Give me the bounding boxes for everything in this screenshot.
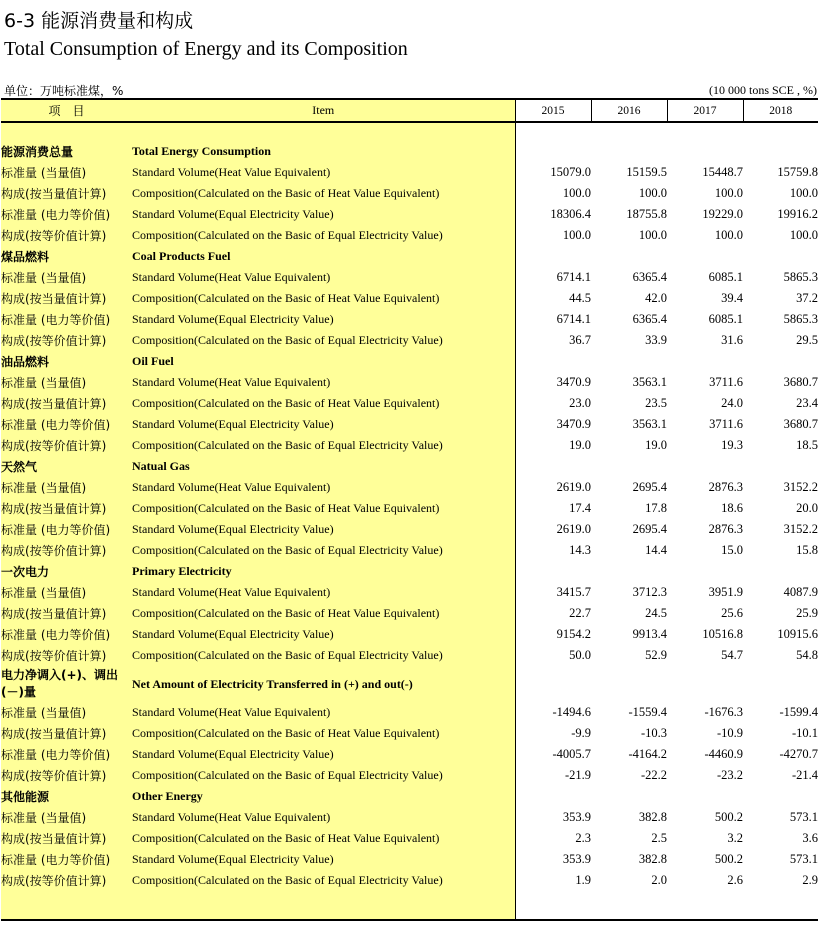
value-cell: -4270.7 xyxy=(779,747,818,761)
value-cell: -10.1 xyxy=(791,726,818,740)
value-cell: 500.2 xyxy=(714,852,743,866)
row-label-cn: 标准量 (电力等价值) xyxy=(1,744,132,765)
header-year: 2017 xyxy=(667,99,743,122)
value-cell: -1494.6 xyxy=(515,702,591,723)
value-cell xyxy=(515,246,591,267)
value-cell xyxy=(515,351,591,372)
table-row xyxy=(1,204,818,225)
row-label-cn: 构成(按等价值计算) xyxy=(1,765,132,786)
value-cell: -1559.4 xyxy=(628,705,667,719)
value-cell xyxy=(591,246,667,267)
value-cell: 6365.4 xyxy=(632,312,667,326)
value-cell xyxy=(591,666,667,702)
value-cell: 3680.7 xyxy=(783,417,818,431)
value-cell: 37.2 xyxy=(796,291,818,305)
category-label-en: Natual Gas xyxy=(132,456,515,477)
value-cell: 2.3 xyxy=(515,828,591,849)
table-row xyxy=(1,870,818,891)
table-row xyxy=(1,624,818,645)
value-cell: 31.6 xyxy=(721,333,743,347)
value-cell: 3563.1 xyxy=(632,375,667,389)
value-cell: 3711.6 xyxy=(709,417,743,431)
row-label-cn: 构成(按等价值计算) xyxy=(1,645,132,666)
row-label-en: Standard Volume(Heat Value Equivalent) xyxy=(132,582,515,603)
table-row xyxy=(1,765,818,786)
value-cell: 17.4 xyxy=(515,498,591,519)
value-cell: 500.2 xyxy=(714,810,743,824)
value-cell: 382.8 xyxy=(638,810,667,824)
value-cell: 44.5 xyxy=(515,288,591,309)
row-label-en: Composition(Calculated on the Basic of Heat Value Equivalent) xyxy=(132,183,515,204)
value-cell: 100.0 xyxy=(714,186,743,200)
value-cell xyxy=(515,786,591,807)
value-cell: 2876.3 xyxy=(708,480,743,494)
value-cell: 19.0 xyxy=(515,435,591,456)
row-label-cn: 构成(按等价值计算) xyxy=(1,540,132,561)
value-cell: 15759.8 xyxy=(777,165,818,179)
value-cell: 2695.4 xyxy=(632,522,667,536)
header-year: 2016 xyxy=(591,99,667,122)
value-cell xyxy=(591,786,667,807)
value-cell: -22.2 xyxy=(640,768,667,782)
category-label-en: Other Energy xyxy=(132,786,515,807)
value-cell: 573.1 xyxy=(789,810,818,824)
value-cell: 353.9 xyxy=(515,849,591,870)
value-cell xyxy=(667,666,743,702)
value-cell xyxy=(667,246,743,267)
table-row xyxy=(1,828,818,849)
row-label-en: Standard Volume(Heat Value Equivalent) xyxy=(132,372,515,393)
row-label-cn: 标准量 (当量值) xyxy=(1,702,132,723)
category-label-cn: 天然气 xyxy=(1,456,132,477)
table-row xyxy=(1,330,818,351)
value-cell: 25.9 xyxy=(796,606,818,620)
value-cell: 3563.1 xyxy=(632,417,667,431)
value-cell xyxy=(667,786,743,807)
row-label-en: Composition(Calculated on the Basic of Heat Value Equivalent) xyxy=(132,828,515,849)
row-label-en: Composition(Calculated on the Basic of Equal Electricity Value) xyxy=(132,330,515,351)
value-cell: 20.0 xyxy=(796,501,818,515)
value-cell: 15079.0 xyxy=(515,162,591,183)
category-label-en: Primary Electricity xyxy=(132,561,515,582)
value-cell: 14.4 xyxy=(645,543,667,557)
category-label-en: Net Amount of Electricity Transferred in (+) and out(-) xyxy=(132,666,515,702)
value-cell: 2876.3 xyxy=(708,522,743,536)
value-cell: 5865.3 xyxy=(783,270,818,284)
value-cell: 382.8 xyxy=(638,852,667,866)
category-row xyxy=(1,351,818,372)
row-label-cn: 标准量 (电力等价值) xyxy=(1,849,132,870)
value-cell: 1.9 xyxy=(515,870,591,891)
value-cell: 2.5 xyxy=(651,831,667,845)
value-cell: 100.0 xyxy=(515,183,591,204)
value-cell: 10516.8 xyxy=(702,627,743,641)
table-row xyxy=(1,498,818,519)
row-label-en: Standard Volume(Heat Value Equivalent) xyxy=(132,807,515,828)
row-label-en: Standard Volume(Equal Electricity Value) xyxy=(132,744,515,765)
value-cell: 36.7 xyxy=(515,330,591,351)
value-cell xyxy=(743,246,818,267)
value-cell: 2619.0 xyxy=(515,477,591,498)
value-cell xyxy=(591,351,667,372)
unit-label-cn: 单位：万吨标准煤，% xyxy=(4,84,124,98)
value-cell xyxy=(591,561,667,582)
row-label-cn: 标准量 (电力等价值) xyxy=(1,414,132,435)
table-row xyxy=(1,267,818,288)
page-title-en: Total Consumption of Energy and its Composition xyxy=(4,38,408,60)
header-item-en: Item xyxy=(132,99,515,122)
row-label-cn: 标准量 (当量值) xyxy=(1,807,132,828)
table-row xyxy=(1,723,818,744)
table-row xyxy=(1,162,818,183)
row-label-cn: 标准量 (当量值) xyxy=(1,267,132,288)
spacer-row-end xyxy=(1,891,818,920)
row-label-cn: 构成(按等价值计算) xyxy=(1,870,132,891)
value-cell: -10.9 xyxy=(716,726,743,740)
category-row xyxy=(1,786,818,807)
value-cell: 3680.7 xyxy=(783,375,818,389)
category-row xyxy=(1,666,818,702)
value-cell: 3951.9 xyxy=(708,585,743,599)
header-year: 2015 xyxy=(515,99,591,122)
value-cell: 18.6 xyxy=(721,501,743,515)
value-cell: 15.8 xyxy=(796,543,818,557)
row-label-cn: 标准量 (当量值) xyxy=(1,162,132,183)
row-label-en: Composition(Calculated on the Basic of Equal Electricity Value) xyxy=(132,870,515,891)
table-row xyxy=(1,309,818,330)
table-row xyxy=(1,288,818,309)
table-row xyxy=(1,183,818,204)
value-cell: 2.9 xyxy=(802,873,818,887)
value-cell: 100.0 xyxy=(515,225,591,246)
row-label-cn: 构成(按当量值计算) xyxy=(1,723,132,744)
row-label-en: Composition(Calculated on the Basic of Heat Value Equivalent) xyxy=(132,498,515,519)
value-cell: 3152.2 xyxy=(783,480,818,494)
page-title-cn: 6-3 能源消费量和构成 xyxy=(4,10,194,32)
value-cell: 15448.7 xyxy=(702,165,743,179)
value-cell: 3415.7 xyxy=(515,582,591,603)
value-cell xyxy=(743,141,818,162)
value-cell: 19229.0 xyxy=(702,207,743,221)
value-cell: 23.5 xyxy=(645,396,667,410)
value-cell: 54.7 xyxy=(721,648,743,662)
value-cell: 573.1 xyxy=(789,852,818,866)
row-label-en: Standard Volume(Heat Value Equivalent) xyxy=(132,162,515,183)
value-cell: 15159.5 xyxy=(626,165,667,179)
value-cell: 22.7 xyxy=(515,603,591,624)
category-label-en: Total Energy Consumption xyxy=(132,141,515,162)
row-label-en: Composition(Calculated on the Basic of Equal Electricity Value) xyxy=(132,540,515,561)
row-label-en: Standard Volume(Equal Electricity Value) xyxy=(132,519,515,540)
spacer-row xyxy=(1,122,818,141)
row-label-en: Composition(Calculated on the Basic of Heat Value Equivalent) xyxy=(132,288,515,309)
category-label-cn: 煤品燃料 xyxy=(1,246,132,267)
value-cell: -4460.9 xyxy=(704,747,743,761)
value-cell: 3152.2 xyxy=(783,522,818,536)
value-cell: 100.0 xyxy=(638,186,667,200)
category-label-cn: 电力净调入(+)、调出(－)量 xyxy=(1,666,132,702)
value-cell: 3470.9 xyxy=(515,372,591,393)
value-cell: 24.5 xyxy=(645,606,667,620)
table-row xyxy=(1,477,818,498)
value-cell: 50.0 xyxy=(515,645,591,666)
table-body xyxy=(1,122,818,920)
value-cell xyxy=(591,456,667,477)
row-label-cn: 标准量 (电力等价值) xyxy=(1,204,132,225)
value-cell xyxy=(667,141,743,162)
value-cell: 2619.0 xyxy=(515,519,591,540)
category-row xyxy=(1,141,818,162)
row-label-cn: 构成(按等价值计算) xyxy=(1,435,132,456)
row-label-cn: 标准量 (当量值) xyxy=(1,477,132,498)
row-label-cn: 标准量 (电力等价值) xyxy=(1,624,132,645)
table-row xyxy=(1,807,818,828)
row-label-en: Standard Volume(Heat Value Equivalent) xyxy=(132,267,515,288)
value-cell: 19.0 xyxy=(645,438,667,452)
value-cell: -9.9 xyxy=(515,723,591,744)
row-label-cn: 构成(按当量值计算) xyxy=(1,183,132,204)
value-cell: 24.0 xyxy=(721,396,743,410)
value-cell xyxy=(515,561,591,582)
table-row xyxy=(1,519,818,540)
row-label-en: Standard Volume(Heat Value Equivalent) xyxy=(132,702,515,723)
value-cell: 52.9 xyxy=(645,648,667,662)
value-cell: 3712.3 xyxy=(632,585,667,599)
table-row xyxy=(1,393,818,414)
table-row xyxy=(1,582,818,603)
row-label-en: Standard Volume(Equal Electricity Value) xyxy=(132,414,515,435)
category-row xyxy=(1,561,818,582)
value-cell xyxy=(743,786,818,807)
value-cell: 18755.8 xyxy=(626,207,667,221)
category-label-en: Oil Fuel xyxy=(132,351,515,372)
value-cell: 54.8 xyxy=(796,648,818,662)
value-cell: 3.6 xyxy=(802,831,818,845)
row-label-cn: 标准量 (电力等价值) xyxy=(1,519,132,540)
header-year: 2018 xyxy=(743,99,818,122)
value-cell: 23.0 xyxy=(515,393,591,414)
row-label-cn: 标准量 (电力等价值) xyxy=(1,309,132,330)
category-label-cn: 能源消费总量 xyxy=(1,141,132,162)
row-label-cn: 构成(按当量值计算) xyxy=(1,498,132,519)
row-label-en: Standard Volume(Equal Electricity Value) xyxy=(132,849,515,870)
value-cell: 3.2 xyxy=(727,831,743,845)
value-cell: 100.0 xyxy=(638,228,667,242)
table-row xyxy=(1,645,818,666)
table-header-row xyxy=(1,99,818,122)
category-row xyxy=(1,456,818,477)
value-cell: -4005.7 xyxy=(515,744,591,765)
row-label-cn: 构成(按等价值计算) xyxy=(1,225,132,246)
value-cell: 23.4 xyxy=(796,396,818,410)
row-label-cn: 标准量 (当量值) xyxy=(1,582,132,603)
row-label-en: Composition(Calculated on the Basic of Heat Value Equivalent) xyxy=(132,603,515,624)
table-row xyxy=(1,225,818,246)
value-cell: 4087.9 xyxy=(783,585,818,599)
table-row xyxy=(1,435,818,456)
value-cell: 18306.4 xyxy=(515,204,591,225)
value-cell: 9913.4 xyxy=(632,627,667,641)
value-cell: 39.4 xyxy=(721,291,743,305)
value-cell: 2695.4 xyxy=(632,480,667,494)
category-label-cn: 其他能源 xyxy=(1,786,132,807)
value-cell: -1599.4 xyxy=(779,705,818,719)
value-cell: 15.0 xyxy=(721,543,743,557)
value-cell: 25.6 xyxy=(721,606,743,620)
value-cell: 33.9 xyxy=(645,333,667,347)
header-item-cn: 项 目 xyxy=(1,99,132,122)
table-row xyxy=(1,744,818,765)
value-cell xyxy=(667,456,743,477)
value-cell: 353.9 xyxy=(515,807,591,828)
value-cell: 17.8 xyxy=(645,501,667,515)
value-cell: 42.0 xyxy=(645,291,667,305)
value-cell xyxy=(743,456,818,477)
category-label-en: Coal Products Fuel xyxy=(132,246,515,267)
value-cell xyxy=(667,351,743,372)
table-row xyxy=(1,540,818,561)
category-label-cn: 一次电力 xyxy=(1,561,132,582)
value-cell: 2.6 xyxy=(727,873,743,887)
value-cell: 29.5 xyxy=(796,333,818,347)
value-cell: 100.0 xyxy=(789,228,818,242)
category-row xyxy=(1,246,818,267)
value-cell: 3470.9 xyxy=(515,414,591,435)
value-cell xyxy=(743,561,818,582)
value-cell xyxy=(743,351,818,372)
row-label-cn: 标准量 (当量值) xyxy=(1,372,132,393)
value-cell: 6714.1 xyxy=(515,267,591,288)
row-label-en: Composition(Calculated on the Basic of Equal Electricity Value) xyxy=(132,225,515,246)
value-cell: -4164.2 xyxy=(628,747,667,761)
row-label-en: Composition(Calculated on the Basic of Equal Electricity Value) xyxy=(132,435,515,456)
value-cell: 14.3 xyxy=(515,540,591,561)
row-label-en: Standard Volume(Equal Electricity Value) xyxy=(132,309,515,330)
value-cell: 3711.6 xyxy=(709,375,743,389)
value-cell: 9154.2 xyxy=(515,624,591,645)
row-label-en: Standard Volume(Equal Electricity Value) xyxy=(132,204,515,225)
table-row xyxy=(1,603,818,624)
value-cell: 100.0 xyxy=(714,228,743,242)
value-cell: 19.3 xyxy=(721,438,743,452)
value-cell: -21.4 xyxy=(791,768,818,782)
value-cell: 19916.2 xyxy=(777,207,818,221)
table-row xyxy=(1,702,818,723)
value-cell: 10915.6 xyxy=(777,627,818,641)
energy-consumption-table xyxy=(1,98,818,921)
value-cell xyxy=(591,141,667,162)
row-label-cn: 构成(按当量值计算) xyxy=(1,828,132,849)
table-row xyxy=(1,849,818,870)
row-label-en: Composition(Calculated on the Basic of Heat Value Equivalent) xyxy=(132,723,515,744)
value-cell xyxy=(515,456,591,477)
value-cell: -23.2 xyxy=(716,768,743,782)
row-label-cn: 构成(按当量值计算) xyxy=(1,603,132,624)
row-label-cn: 构成(按当量值计算) xyxy=(1,393,132,414)
row-label-en: Composition(Calculated on the Basic of Heat Value Equivalent) xyxy=(132,393,515,414)
table-row xyxy=(1,414,818,435)
value-cell: 6085.1 xyxy=(708,270,743,284)
row-label-cn: 构成(按当量值计算) xyxy=(1,288,132,309)
value-cell: 6714.1 xyxy=(515,309,591,330)
row-label-en: Composition(Calculated on the Basic of Equal Electricity Value) xyxy=(132,765,515,786)
value-cell: 18.5 xyxy=(796,438,818,452)
value-cell xyxy=(743,666,818,702)
value-cell: 6365.4 xyxy=(632,270,667,284)
row-label-en: Standard Volume(Equal Electricity Value) xyxy=(132,624,515,645)
value-cell: 2.0 xyxy=(651,873,667,887)
value-cell xyxy=(515,141,591,162)
value-cell xyxy=(515,666,591,702)
category-label-cn: 油品燃料 xyxy=(1,351,132,372)
table-row xyxy=(1,372,818,393)
row-label-en: Standard Volume(Heat Value Equivalent) xyxy=(132,477,515,498)
value-cell: 6085.1 xyxy=(708,312,743,326)
value-cell: -10.3 xyxy=(640,726,667,740)
value-cell: -21.9 xyxy=(515,765,591,786)
value-cell: 100.0 xyxy=(789,186,818,200)
value-cell: 5865.3 xyxy=(783,312,818,326)
value-cell: -1676.3 xyxy=(704,705,743,719)
value-cell xyxy=(667,561,743,582)
row-label-en: Composition(Calculated on the Basic of Equal Electricity Value) xyxy=(132,645,515,666)
row-label-cn: 构成(按等价值计算) xyxy=(1,330,132,351)
unit-label-en: (10 000 tons SCE , %) xyxy=(709,83,817,97)
